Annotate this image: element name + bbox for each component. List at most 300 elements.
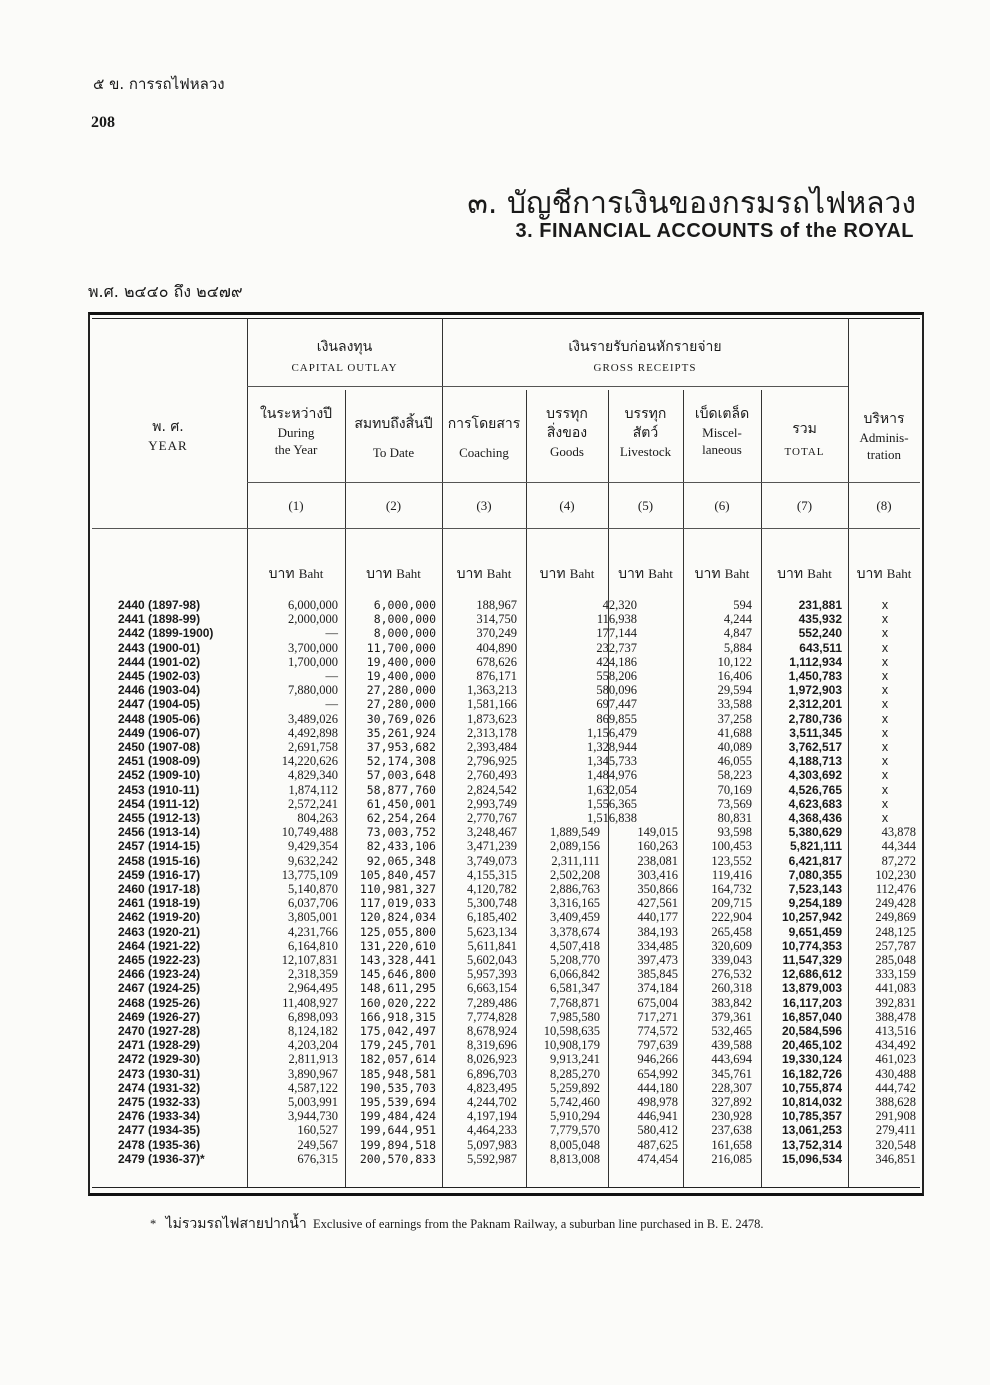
cell-c8: x xyxy=(881,697,889,712)
cell-c5: 444,180 xyxy=(637,1080,678,1095)
cell-c4: 2,311,111 xyxy=(551,853,600,868)
cell-c3: 8,026,923 xyxy=(467,1052,517,1067)
cell-c5: 774,572 xyxy=(637,1024,678,1038)
cell-c6: 58,223 xyxy=(717,768,752,783)
cell-c1: 676,315 xyxy=(297,1151,338,1166)
cell-c3: 404,890 xyxy=(476,640,517,655)
cell-c7: 9,254,189 xyxy=(788,896,842,911)
cell-c7: 16,182,726 xyxy=(781,1066,842,1081)
cell-c3: 678,626 xyxy=(476,654,517,669)
cell-year: 2454 (1911-12) xyxy=(118,796,200,811)
cell-c6: 10,122 xyxy=(717,654,752,669)
cell-c5: 334,485 xyxy=(637,938,678,953)
capital-outlay-en: CAPITAL OUTLAY xyxy=(291,362,398,374)
gross-receipts-th: เงินรายรับก่อนหักรายจ่าย xyxy=(568,339,722,355)
cell-c6: 222,904 xyxy=(711,910,752,925)
cell-c8: 444,742 xyxy=(875,1080,916,1095)
cell-c6: 70,169 xyxy=(717,782,752,797)
cell-c7: 7,523,143 xyxy=(788,882,842,896)
cell-c4: 7,985,580 xyxy=(550,1009,600,1024)
unit-en: Baht xyxy=(396,566,421,581)
cell-c7: 231,881 xyxy=(798,598,842,612)
cell-c7: 16,857,040 xyxy=(781,1009,842,1024)
cell-c4: 3,316,165 xyxy=(550,896,600,911)
cell-year: 2473 (1930-31) xyxy=(118,1066,201,1081)
unit-en: Baht xyxy=(807,566,832,581)
cell-c6: 33,588 xyxy=(717,697,752,712)
cell-c3: 4,464,233 xyxy=(467,1123,517,1138)
cell-c3: 3,471,239 xyxy=(467,839,517,854)
cell-c8: x xyxy=(881,654,889,669)
cell-c3: 6,185,402 xyxy=(467,910,517,925)
cell-c8: x xyxy=(881,612,889,627)
cell-c2: 58,877,760 xyxy=(366,782,436,797)
unit-th: บาท xyxy=(856,566,883,582)
cell-c7: 20,465,102 xyxy=(781,1038,842,1053)
cell-c7: 435,932 xyxy=(798,612,842,627)
cell-c4: 8,005,048 xyxy=(550,1137,600,1152)
cell-c8: 413,516 xyxy=(875,1024,916,1038)
cell-c2: 143,328,441 xyxy=(359,953,436,967)
col-number: (7) xyxy=(796,498,813,513)
cell-year: 2474 (1931-32) xyxy=(118,1080,201,1095)
cell-c1: 4,203,204 xyxy=(288,1038,338,1053)
cell-c1: — xyxy=(325,669,338,683)
cell-c1: 4,829,340 xyxy=(288,768,338,783)
page-number: 208 xyxy=(91,114,115,131)
cell-c2: 131,220,610 xyxy=(359,938,436,953)
cell-c3: 5,602,043 xyxy=(467,953,517,967)
cell-c4: 6,581,347 xyxy=(550,981,600,996)
unit-label xyxy=(247,563,345,585)
cell-c1: 6,000,000 xyxy=(288,598,338,612)
cell-c1: — xyxy=(325,626,338,641)
cell-year: 2465 (1922-23) xyxy=(118,953,201,967)
cell-c4: 5,910,294 xyxy=(550,1109,600,1124)
cell-year: 2451 (1908-09) xyxy=(118,754,201,769)
year-heading-en: YEAR xyxy=(148,437,188,453)
cell-c2: 125,055,800 xyxy=(359,924,436,939)
gross-receipts-heading xyxy=(442,336,848,374)
unit-th: บาท xyxy=(777,566,804,582)
cell-c8: 285,048 xyxy=(875,953,916,967)
cell-c1: 6,164,810 xyxy=(288,938,338,953)
cell-c7: 10,774,353 xyxy=(781,938,842,953)
table-inner-bottom-rule xyxy=(92,1187,920,1188)
cell-c6: 29,594 xyxy=(717,683,752,698)
col-en: TOTAL xyxy=(784,445,825,458)
cell-c8: x xyxy=(881,811,889,825)
cell-c6: 216,085 xyxy=(711,1151,752,1166)
cell-c2: 120,824,034 xyxy=(359,910,436,925)
cell-c2: 27,280,000 xyxy=(366,697,436,712)
cell-c5: 440,177 xyxy=(637,910,678,925)
cell-c8: 388,478 xyxy=(875,1009,916,1024)
col-en: Adminis- xyxy=(859,429,909,445)
cell-c1: 11,408,927 xyxy=(282,995,338,1010)
cell-c6: 228,307 xyxy=(711,1080,752,1095)
cell-c45: 424,186 xyxy=(596,654,637,669)
cell-c1: 6,037,706 xyxy=(288,896,338,911)
cell-c3: 5,300,748 xyxy=(467,896,517,911)
cell-c4: 4,507,418 xyxy=(550,938,600,953)
cell-c3: 2,824,542 xyxy=(467,782,517,797)
cell-c8: 249,428 xyxy=(875,896,916,911)
cell-c2: 6,000,000 xyxy=(373,598,436,612)
header-bottom-rule xyxy=(92,528,920,529)
cell-c4: 8,285,270 xyxy=(550,1066,600,1081)
cell-c6: 16,406 xyxy=(717,669,752,683)
cell-c2: 190,535,703 xyxy=(359,1080,436,1095)
cell-c45: 1,484,976 xyxy=(587,768,637,783)
cell-c8: x xyxy=(881,740,889,754)
unit-label xyxy=(608,563,683,585)
cell-c3: 2,393,484 xyxy=(467,740,517,754)
cell-c3: 6,663,154 xyxy=(467,981,517,996)
cell-c7: 4,623,683 xyxy=(788,796,842,811)
cell-c8: 346,851 xyxy=(875,1151,916,1166)
col-heading-total xyxy=(761,420,848,460)
cell-c1: 5,003,991 xyxy=(288,1095,338,1109)
cell-year: 2441 (1898-99) xyxy=(118,612,201,627)
cell-c1: 12,107,831 xyxy=(281,953,338,967)
footnote-thai: ไม่รวมรถไฟสายปากน้ำ xyxy=(165,1216,307,1232)
cell-c1: 14,220,626 xyxy=(281,754,338,769)
cell-year: 2461 (1918-19) xyxy=(118,896,201,911)
cell-c7: 13,061,253 xyxy=(781,1123,842,1138)
cell-c8: 87,272 xyxy=(881,853,916,868)
cell-c8: 43,878 xyxy=(881,825,916,840)
table-inner-top-rule xyxy=(92,318,920,319)
cell-year: 2459 (1916-17) xyxy=(118,867,201,882)
footnote-marker: * xyxy=(150,1217,157,1231)
cell-c2: 62,254,264 xyxy=(366,811,436,825)
cell-c3: 3,248,467 xyxy=(467,825,517,840)
cell-c7: 5,821,111 xyxy=(789,839,842,854)
cell-c2: 199,484,424 xyxy=(359,1109,436,1124)
unit-en: Baht xyxy=(648,566,673,581)
cell-year: 2447 (1904-05) xyxy=(118,697,201,712)
cell-c7: 2,312,201 xyxy=(788,697,842,712)
unit-en: Baht xyxy=(298,566,324,581)
cell-c2: 182,057,614 xyxy=(359,1052,436,1067)
cell-c1: 9,429,354 xyxy=(288,839,338,854)
col-th: สิ่งของ xyxy=(546,424,588,441)
cell-c3: 2,993,749 xyxy=(467,796,517,811)
cell-c45: 177,144 xyxy=(596,626,637,641)
cell-c8: 434,492 xyxy=(875,1038,916,1053)
col-number: (8) xyxy=(876,498,892,513)
col-th: เบ็ดเตล็ด xyxy=(694,406,750,422)
group-rule xyxy=(247,386,848,387)
cell-c5: 149,015 xyxy=(637,825,678,840)
cell-c6: 594 xyxy=(733,598,752,612)
cell-year: 2458 (1915-16) xyxy=(118,853,201,868)
cell-c8: x xyxy=(881,754,889,769)
cell-c1: 3,489,026 xyxy=(288,711,338,726)
cell-c6: 276,532 xyxy=(711,967,752,982)
col-th: สมทบถึงสิ้นปี xyxy=(354,416,433,432)
cell-year: 2467 (1924-25) xyxy=(118,981,201,996)
cell-c3: 5,957,393 xyxy=(467,967,517,982)
cell-c1: 3,944,730 xyxy=(288,1109,338,1124)
cell-c2: 11,700,000 xyxy=(366,640,436,655)
col-heading-livestock xyxy=(608,405,683,460)
col-heading-goods xyxy=(526,405,608,460)
cell-c2: 200,570,833 xyxy=(359,1151,436,1166)
cell-c5: 384,193 xyxy=(637,924,678,939)
header-rule xyxy=(247,482,920,483)
unit-th: บาท xyxy=(694,566,721,582)
cell-c1: 10,749,488 xyxy=(281,825,338,840)
cell-c4: 5,742,460 xyxy=(550,1095,600,1109)
cell-c3: 1,873,623 xyxy=(467,711,517,726)
cell-c6: 73,569 xyxy=(717,796,752,811)
cell-c8: 441,083 xyxy=(875,981,916,996)
col-en: To Date xyxy=(372,444,415,460)
cell-c6: 123,552 xyxy=(711,853,752,868)
col-th: ในระหว่างปี xyxy=(259,406,333,422)
cell-c2: 185,948,581 xyxy=(359,1066,436,1081)
cell-year: 2470 (1927-28) xyxy=(118,1024,201,1038)
period-label: พ.ศ. ๒๔๔๐ ถึง ๒๔๗๙ xyxy=(88,282,243,301)
col-heading-during-year xyxy=(247,405,345,459)
section-heading: ๕ ข. การรถไฟหลวง xyxy=(93,75,225,93)
cell-c8: x xyxy=(881,669,889,683)
cell-c4: 1,889,549 xyxy=(550,825,600,840)
cell-c3: 7,774,828 xyxy=(467,1009,517,1024)
cell-year: 2452 (1909-10) xyxy=(118,768,201,783)
cell-c6: 119,416 xyxy=(711,867,752,882)
unit-th: บาท xyxy=(539,566,566,582)
cell-c4: 6,066,842 xyxy=(550,967,600,982)
cell-year: 2479 (1936-37)* xyxy=(118,1151,205,1166)
col-heading-miscellaneous xyxy=(683,405,761,459)
cell-year: 2466 (1923-24) xyxy=(118,967,201,982)
cell-c45: 1,156,479 xyxy=(587,725,637,740)
cell-c2: 37,953,682 xyxy=(366,740,436,754)
cell-c6: 46,055 xyxy=(717,754,752,769)
col-en: laneous xyxy=(702,442,742,458)
cell-c1: 9,632,242 xyxy=(288,853,338,868)
cell-c4: 2,502,208 xyxy=(550,867,600,882)
cell-c8: x xyxy=(881,683,889,698)
cell-c3: 5,592,987 xyxy=(467,1151,517,1166)
cell-c2: 82,433,106 xyxy=(366,839,436,854)
cell-c3: 5,097,983 xyxy=(467,1137,517,1152)
cell-c3: 5,623,134 xyxy=(467,924,517,939)
cell-year: 2456 (1913-14) xyxy=(118,825,201,840)
cell-c1: 3,700,000 xyxy=(288,640,338,655)
cell-c1: 4,492,898 xyxy=(288,725,338,740)
cell-c6: 100,453 xyxy=(711,839,752,854)
cell-c4: 5,208,770 xyxy=(550,953,600,967)
col-heading-administration xyxy=(848,410,920,464)
cell-c45: 1,345,733 xyxy=(587,754,637,769)
year-heading xyxy=(118,418,218,454)
cell-c2: 199,894,518 xyxy=(359,1137,436,1152)
cell-c5: 717,271 xyxy=(637,1009,678,1024)
cell-c7: 4,303,692 xyxy=(788,768,842,783)
col-en: the Year xyxy=(274,442,318,458)
cell-c6: 40,089 xyxy=(717,740,752,754)
cell-c7: 6,421,817 xyxy=(788,853,842,868)
cell-c6: 80,831 xyxy=(717,811,752,825)
cell-c4: 10,598,635 xyxy=(543,1024,600,1038)
col-th: การโดยสาร xyxy=(447,416,521,432)
cell-c1: 3,805,001 xyxy=(288,910,338,925)
cell-c3: 1,581,166 xyxy=(467,697,517,712)
cell-c3: 4,120,782 xyxy=(467,882,517,896)
cell-c5: 474,454 xyxy=(637,1151,678,1166)
cell-c6: 345,761 xyxy=(711,1066,752,1081)
cell-c2: 199,644,951 xyxy=(359,1123,436,1138)
cell-c7: 12,686,612 xyxy=(781,967,842,982)
cell-year: 2455 (1912-13) xyxy=(118,811,201,825)
cell-c3: 876,171 xyxy=(476,669,517,683)
col-th: รวม xyxy=(792,421,817,437)
cell-c8: x xyxy=(881,725,889,740)
col-number: (3) xyxy=(476,498,492,513)
cell-c5: 374,184 xyxy=(637,981,678,996)
col-en: Coaching xyxy=(459,444,509,460)
cell-c1: 4,231,766 xyxy=(288,924,338,939)
col-th: บรรทุก xyxy=(546,406,588,422)
footnote-english: Exclusive of earnings from the Paknam Railway, a suburban line purchased in B. E. 2478. xyxy=(312,1217,764,1231)
cell-year: 2463 (1920-21) xyxy=(118,924,201,939)
cell-c45: 1,516,838 xyxy=(587,811,637,825)
col-th: สัตว์ xyxy=(632,424,659,441)
cell-c7: 19,330,124 xyxy=(781,1052,842,1067)
unit-en: Baht xyxy=(724,566,750,581)
cell-c2: 57,003,648 xyxy=(366,768,436,783)
cell-c1: 2,000,000 xyxy=(288,612,338,627)
cell-c7: 5,380,629 xyxy=(788,825,842,840)
cell-c7: 1,450,783 xyxy=(788,669,842,683)
cell-year: 2442 (1899-1900) xyxy=(118,626,214,641)
cell-year: 2444 (1901-02) xyxy=(118,654,201,669)
unit-label xyxy=(683,563,761,585)
cell-c4: 3,378,674 xyxy=(550,924,600,939)
cell-year: 2477 (1934-35) xyxy=(118,1123,201,1138)
cell-c5: 397,473 xyxy=(637,953,678,967)
cell-c4: 2,886,763 xyxy=(550,882,600,896)
cell-c5: 487,625 xyxy=(637,1137,678,1152)
col-heading-to-date xyxy=(345,415,442,461)
cell-c1: 6,898,093 xyxy=(288,1009,338,1024)
cell-c2: 27,280,000 xyxy=(366,683,436,698)
gross-receipts-en: GROSS RECEIPTS xyxy=(593,362,697,374)
cell-c4: 7,768,871 xyxy=(550,995,600,1010)
col-number: (5) xyxy=(637,498,654,513)
cell-c5: 427,561 xyxy=(637,896,678,911)
unit-th: บาท xyxy=(366,566,393,582)
cell-c8: x xyxy=(881,598,889,612)
cell-c1: 2,964,495 xyxy=(288,981,338,996)
cell-c6: 4,244 xyxy=(723,612,752,627)
cell-c2: 166,918,315 xyxy=(359,1009,436,1024)
cell-c2: 8,000,000 xyxy=(373,626,436,641)
unit-label xyxy=(345,563,442,585)
cell-c4: 5,259,892 xyxy=(550,1080,600,1095)
cell-c8: 249,869 xyxy=(875,910,916,925)
cell-c5: 303,416 xyxy=(637,867,678,882)
col-number: (6) xyxy=(714,498,730,513)
cell-year: 2448 (1905-06) xyxy=(118,711,201,726)
cell-c7: 9,651,459 xyxy=(788,924,842,939)
cell-c3: 5,611,841 xyxy=(467,938,517,953)
cell-year: 2476 (1933-34) xyxy=(118,1109,201,1124)
cell-c4: 10,908,179 xyxy=(543,1038,600,1053)
cell-c3: 4,155,315 xyxy=(467,867,517,882)
cell-c6: 209,715 xyxy=(711,896,752,911)
cell-c8: 320,548 xyxy=(875,1137,916,1152)
cell-year: 2460 (1917-18) xyxy=(118,882,201,896)
cell-c5: 498,978 xyxy=(637,1095,678,1109)
cell-c8: 112,476 xyxy=(875,882,916,896)
cell-c1: — xyxy=(325,697,338,712)
col-number: (1) xyxy=(288,498,304,513)
col-number: (2) xyxy=(385,498,402,513)
col-en: Miscel- xyxy=(702,424,742,440)
cell-c8: 248,125 xyxy=(875,924,916,939)
cell-c6: 164,732 xyxy=(711,882,752,896)
cell-c1: 2,811,913 xyxy=(288,1052,338,1067)
cell-c7: 16,117,203 xyxy=(782,995,842,1010)
cell-c7: 3,511,345 xyxy=(789,725,842,740)
cell-c7: 2,780,736 xyxy=(788,711,842,726)
col-en: Goods xyxy=(550,443,584,459)
cell-c6: 443,694 xyxy=(711,1052,752,1067)
cell-c3: 188,967 xyxy=(476,598,517,612)
cell-c8: 430,488 xyxy=(875,1066,916,1081)
cell-c7: 4,188,713 xyxy=(788,754,842,769)
unit-label xyxy=(442,563,526,585)
cell-c5: 446,941 xyxy=(637,1109,678,1124)
cell-year: 2464 (1921-22) xyxy=(118,938,201,953)
cell-c8: x xyxy=(881,768,889,783)
cell-c4: 7,779,570 xyxy=(550,1123,600,1138)
cell-c7: 13,879,003 xyxy=(781,981,842,996)
cell-c4: 9,913,241 xyxy=(550,1052,600,1067)
cell-c1: 2,691,758 xyxy=(288,740,338,754)
cell-c3: 4,197,194 xyxy=(467,1109,517,1124)
cell-c2: 8,000,000 xyxy=(373,612,436,627)
cell-c8: x xyxy=(881,640,889,655)
cell-c2: 148,611,295 xyxy=(359,981,436,996)
unit-en: Baht xyxy=(486,566,512,581)
unit-label xyxy=(761,563,848,585)
cell-year: 2475 (1932-33) xyxy=(118,1095,201,1109)
cell-c6: 339,043 xyxy=(711,953,752,967)
cell-year: 2471 (1928-29) xyxy=(118,1038,201,1053)
cell-c3: 8,319,696 xyxy=(467,1038,517,1053)
cell-c1: 2,572,241 xyxy=(288,796,338,811)
unit-label xyxy=(526,563,608,585)
cell-c6: 4,847 xyxy=(723,626,752,641)
cell-c7: 552,240 xyxy=(798,626,842,641)
unit-th: บาท xyxy=(618,566,645,582)
cell-c1: 8,124,182 xyxy=(288,1024,338,1038)
cell-c5: 385,845 xyxy=(637,967,678,982)
footnote xyxy=(150,1213,763,1235)
cell-c7: 10,814,032 xyxy=(781,1095,842,1109)
cell-c2: 179,245,701 xyxy=(359,1038,436,1053)
capital-outlay-th: เงินลงทุน xyxy=(316,339,373,355)
cell-c7: 15,096,534 xyxy=(781,1151,842,1166)
cell-c6: 41,688 xyxy=(717,725,752,740)
cell-c45: 1,328,944 xyxy=(587,740,637,754)
